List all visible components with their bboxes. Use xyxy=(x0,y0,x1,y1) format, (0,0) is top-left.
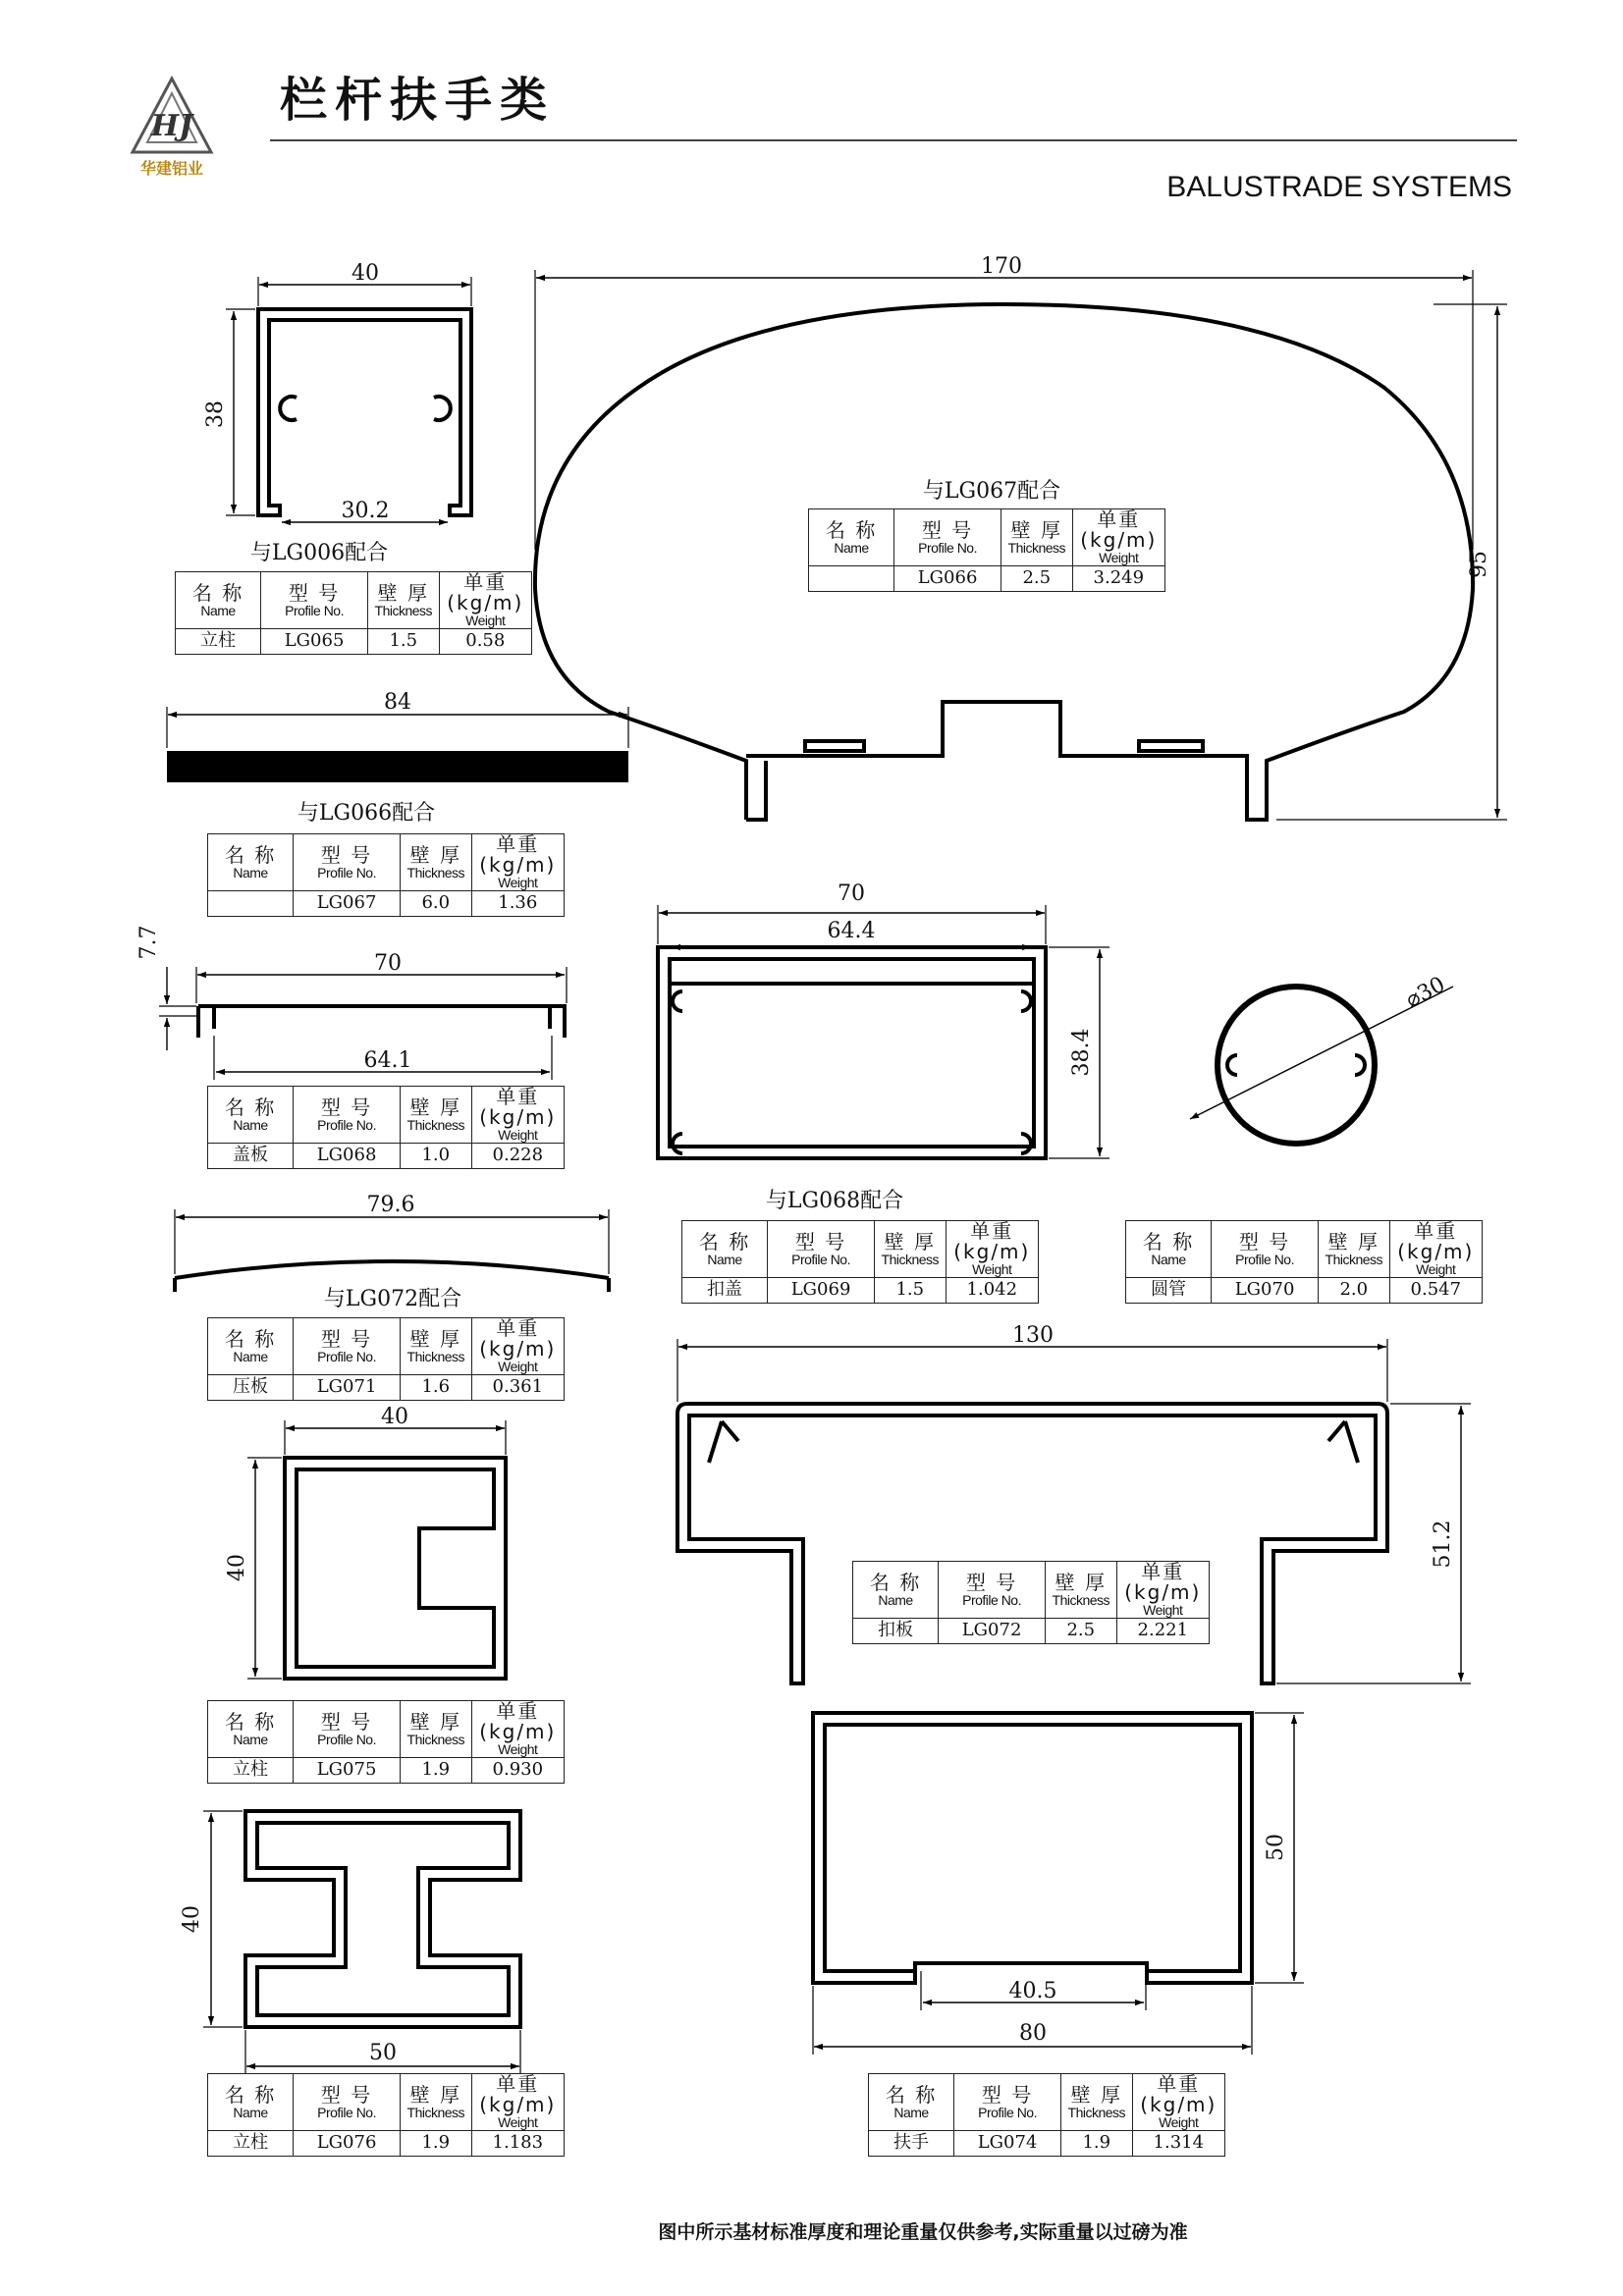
spec-header-cell xyxy=(176,572,261,629)
header-label-cn: 型 号 xyxy=(320,1326,373,1351)
spec-header-cell xyxy=(294,1318,401,1375)
lg072-height-label: 51.2 xyxy=(1431,1520,1455,1569)
header-label-en: Thickness xyxy=(406,1731,465,1747)
header-label-en: Profile No. xyxy=(317,1348,376,1364)
header-label-en: Thickness xyxy=(1325,1251,1383,1267)
lg070-thickness: 2.0 xyxy=(1319,1277,1390,1303)
lg065-weight: 0.58 xyxy=(439,628,531,654)
spec-header-cell xyxy=(368,572,440,629)
header-label-cn: 壁 厚 xyxy=(377,580,429,605)
header-label-cn: 壁 厚 xyxy=(409,1709,461,1734)
spec-table-lg074 xyxy=(868,2073,1225,2157)
lg065-note: 与LG006配合 xyxy=(249,541,389,565)
header-label-cn: 壁 厚 xyxy=(409,842,461,867)
page-subtitle: BALUSTRADE SYSTEMS xyxy=(1166,171,1512,203)
profile-lg067-drawing xyxy=(167,707,628,782)
header-label-en: Name xyxy=(878,1591,913,1608)
spec-table-lg069 xyxy=(681,1220,1039,1304)
spec-table-lg070 xyxy=(1125,1220,1483,1304)
lg075-weight: 0.930 xyxy=(471,1757,564,1783)
profile-lg071-drawing xyxy=(175,1209,609,1292)
profile-lg068-drawing xyxy=(159,967,567,1080)
header-label-en: Name xyxy=(233,1731,268,1747)
spec-header-cell xyxy=(1389,1221,1482,1278)
spec-header-cell xyxy=(401,1087,472,1144)
spec-header-cell xyxy=(471,1318,564,1375)
spec-header-cell xyxy=(1061,2074,1133,2131)
spec-table-lg065 xyxy=(175,571,532,655)
spec-table-lg067 xyxy=(207,833,565,917)
spec-header-cell xyxy=(401,1318,472,1375)
lg066-width-label: 170 xyxy=(981,254,1022,279)
header-label-cn: 名 称 xyxy=(224,2082,277,2107)
header-label-en: Profile No. xyxy=(962,1591,1021,1608)
header-label-en: Weight xyxy=(498,1359,538,1374)
header-label-cn: 型 号 xyxy=(794,1229,847,1254)
header-label-en: Profile No. xyxy=(285,602,344,618)
spec-header-cell xyxy=(401,834,472,891)
spec-header-cell xyxy=(294,1701,401,1758)
header-label-cn: 单重(kg/m) xyxy=(447,570,524,614)
logo-text: 华建铝业 xyxy=(139,159,204,178)
header-label-cn: 壁 厚 xyxy=(1327,1229,1380,1254)
lg075-thickness: 1.9 xyxy=(401,1757,472,1783)
lg074-weight: 1.314 xyxy=(1132,2130,1224,2156)
lg066-note: 与LG067配合 xyxy=(922,479,1061,504)
spec-header-cell xyxy=(1319,1221,1390,1278)
lg071-width-label: 79.6 xyxy=(366,1193,415,1217)
header-label-en: Thickness xyxy=(1052,1591,1110,1608)
lg071-name: 压板 xyxy=(208,1374,294,1400)
header-label-cn: 单重(kg/m) xyxy=(479,1085,557,1129)
header-label-en: Name xyxy=(834,539,869,556)
lg065-height-label: 38 xyxy=(203,400,228,428)
lg065-width-label: 40 xyxy=(352,261,379,286)
lg066-weight: 3.249 xyxy=(1072,565,1164,591)
header-label-en: Weight xyxy=(498,875,538,890)
header-label-en: Profile No. xyxy=(978,2104,1037,2120)
header-label-en: Weight xyxy=(1159,2114,1199,2130)
header-label-en: Thickness xyxy=(406,1116,465,1133)
lg066-profile: LG066 xyxy=(894,565,1001,591)
header-label-cn: 壁 厚 xyxy=(1055,1570,1107,1594)
header-label-cn: 单重(kg/m) xyxy=(1397,1219,1475,1263)
lg068-thickness: 1.0 xyxy=(401,1143,472,1168)
header-label-en: Name xyxy=(200,602,236,618)
lg069-profile: LG069 xyxy=(768,1277,875,1303)
header-label-en: Weight xyxy=(972,1261,1012,1277)
header-label-cn: 名 称 xyxy=(698,1229,751,1254)
spec-header-cell xyxy=(401,1701,472,1758)
spec-header-cell xyxy=(261,572,368,629)
lg072-name: 扣板 xyxy=(853,1618,939,1643)
header-label-cn: 名 称 xyxy=(825,517,878,542)
header-label-en: Thickness xyxy=(406,1348,465,1364)
header-label-cn: 单重(kg/m) xyxy=(479,832,557,877)
spec-header-cell xyxy=(401,2074,472,2131)
lg069-inner-label: 64.4 xyxy=(827,919,876,943)
page-title: 栏杆扶手类 xyxy=(280,73,556,128)
header-label-cn: 壁 厚 xyxy=(409,1095,461,1119)
header-label-cn: 名 称 xyxy=(885,2082,938,2107)
lg075-width-label: 40 xyxy=(381,1405,408,1429)
header-label-en: Thickness xyxy=(406,864,465,881)
lg070-profile: LG070 xyxy=(1212,1277,1319,1303)
header-label-cn: 壁 厚 xyxy=(1010,517,1062,542)
spec-header-cell xyxy=(875,1221,947,1278)
lg072-profile: LG072 xyxy=(939,1618,1046,1643)
header-label-cn: 壁 厚 xyxy=(884,1229,936,1254)
lg068-inner-label: 64.1 xyxy=(363,1048,412,1073)
spec-header-cell xyxy=(471,834,564,891)
spec-header-cell xyxy=(853,1562,939,1619)
lg068-name: 盖板 xyxy=(208,1143,294,1168)
header-label-cn: 型 号 xyxy=(288,580,341,605)
spec-header-cell xyxy=(439,572,531,629)
header-label-en: Name xyxy=(233,2104,268,2120)
header-label-cn: 型 号 xyxy=(320,842,373,867)
header-label-cn: 单重(kg/m) xyxy=(1080,507,1158,552)
lg067-name xyxy=(208,890,294,916)
lg072-thickness: 2.5 xyxy=(1046,1618,1117,1643)
lg075-height-label: 40 xyxy=(225,1554,249,1581)
spec-header-cell xyxy=(1046,1562,1117,1619)
lg069-weight: 1.042 xyxy=(946,1277,1038,1303)
header-label-en: Name xyxy=(893,2104,929,2120)
header-label-cn: 型 号 xyxy=(981,2082,1034,2107)
header-label-en: Profile No. xyxy=(317,2104,376,2120)
lg071-note: 与LG072配合 xyxy=(323,1287,462,1311)
header-label-en: Name xyxy=(233,864,268,881)
lg069-name: 扣盖 xyxy=(682,1277,768,1303)
spec-header-cell xyxy=(1001,509,1073,566)
header-label-en: Thickness xyxy=(1067,2104,1126,2120)
header-label-en: Name xyxy=(1151,1251,1186,1267)
header-label-cn: 单重(kg/m) xyxy=(479,1699,557,1743)
lg065-slot-label: 30.2 xyxy=(341,499,390,523)
header-label-cn: 单重(kg/m) xyxy=(1140,2072,1217,2116)
spec-header-cell xyxy=(294,1087,401,1144)
lg069-note: 与LG068配合 xyxy=(765,1189,904,1213)
header-label-cn: 壁 厚 xyxy=(409,2082,461,2107)
spec-header-cell xyxy=(294,834,401,891)
header-label-en: Profile No. xyxy=(317,1116,376,1133)
header-label-cn: 单重(kg/m) xyxy=(479,1316,557,1361)
footer-note: 图中所示基材标准厚度和理论重量仅供参考,实际重量以过磅为准 xyxy=(658,2221,1188,2243)
header-label-en: Profile No. xyxy=(918,539,977,556)
header-label-cn: 型 号 xyxy=(320,1095,373,1119)
spec-header-cell xyxy=(471,1087,564,1144)
lg067-width-label: 84 xyxy=(384,690,411,715)
lg069-width-label: 70 xyxy=(838,881,865,906)
lg074-slot-label: 40.5 xyxy=(1008,1979,1057,2003)
spec-header-cell xyxy=(682,1221,768,1278)
spec-table-lg066 xyxy=(808,508,1165,592)
lg070-diameter-label: ⌀30 xyxy=(1401,972,1450,1013)
lg075-name: 立柱 xyxy=(208,1757,294,1783)
lg074-width-label: 80 xyxy=(1019,2021,1047,2046)
profile-lg065-drawing xyxy=(226,277,471,522)
lg074-name: 扶手 xyxy=(869,2130,954,2156)
lg067-thickness: 6.0 xyxy=(401,890,472,916)
spec-header-cell xyxy=(1212,1221,1319,1278)
spec-table-lg076 xyxy=(207,2073,565,2157)
header-label-en: Profile No. xyxy=(317,1731,376,1747)
header-label-en: Thickness xyxy=(881,1251,940,1267)
header-label-en: Weight xyxy=(498,1127,538,1143)
spec-header-cell xyxy=(208,1701,294,1758)
spec-header-cell xyxy=(1126,1221,1212,1278)
spec-header-cell xyxy=(1116,1562,1209,1619)
header-label-en: Weight xyxy=(465,613,506,628)
header-label-cn: 单重(kg/m) xyxy=(479,2072,557,2116)
spec-header-cell xyxy=(894,509,1001,566)
header-label-cn: 壁 厚 xyxy=(1070,2082,1122,2107)
lg075-profile: LG075 xyxy=(294,1757,401,1783)
header-label-en: Weight xyxy=(1416,1261,1456,1277)
header-label-cn: 型 号 xyxy=(965,1570,1018,1594)
lg070-name: 圆管 xyxy=(1126,1277,1212,1303)
spec-header-cell xyxy=(471,2074,564,2131)
spec-header-cell xyxy=(294,2074,401,2131)
spec-header-cell xyxy=(471,1701,564,1758)
header-label-en: Weight xyxy=(498,2114,538,2130)
spec-header-cell xyxy=(869,2074,954,2131)
lg067-note: 与LG066配合 xyxy=(297,801,436,826)
lg067-profile: LG067 xyxy=(294,890,401,916)
lg068-weight: 0.228 xyxy=(471,1143,564,1168)
header-label-cn: 单重(kg/m) xyxy=(1124,1560,1202,1604)
lg065-profile: LG065 xyxy=(261,628,368,654)
lg071-weight: 0.361 xyxy=(471,1374,564,1400)
header-label-cn: 名 称 xyxy=(224,1326,277,1351)
header-label-en: Thickness xyxy=(406,2104,465,2120)
lg072-weight: 2.221 xyxy=(1116,1618,1209,1643)
header-label-cn: 名 称 xyxy=(224,1095,277,1119)
lg076-weight: 1.183 xyxy=(471,2130,564,2156)
lg069-thickness: 1.5 xyxy=(875,1277,947,1303)
profile-lg074-drawing xyxy=(813,1713,1304,2055)
header-label-en: Name xyxy=(233,1116,268,1133)
lg068-width-label: 70 xyxy=(374,951,402,976)
header-label-cn: 型 号 xyxy=(1238,1229,1291,1254)
lg068-height-label: 7.7 xyxy=(136,925,161,960)
spec-table-lg071 xyxy=(207,1317,565,1401)
header-label-cn: 型 号 xyxy=(320,1709,373,1734)
lg074-profile: LG074 xyxy=(954,2130,1061,2156)
header-label-en: Profile No. xyxy=(791,1251,850,1267)
spec-table-lg075 xyxy=(207,1700,565,1784)
company-logo xyxy=(133,79,211,178)
lg071-thickness: 1.6 xyxy=(401,1374,472,1400)
header-label-cn: 壁 厚 xyxy=(409,1326,461,1351)
lg071-profile: LG071 xyxy=(294,1374,401,1400)
spec-header-cell xyxy=(208,834,294,891)
lg074-thickness: 1.9 xyxy=(1061,2130,1133,2156)
header-label-en: Profile No. xyxy=(317,864,376,881)
spec-table-lg072 xyxy=(852,1561,1210,1644)
lg068-profile: LG068 xyxy=(294,1143,401,1168)
lg065-thickness: 1.5 xyxy=(368,628,440,654)
header-label-en: Name xyxy=(233,1348,268,1364)
header-label-cn: 名 称 xyxy=(869,1570,922,1594)
profile-lg076-drawing xyxy=(203,1811,520,2074)
header-label-cn: 名 称 xyxy=(224,842,277,867)
lg070-weight: 0.547 xyxy=(1389,1277,1482,1303)
profile-lg069-drawing xyxy=(658,905,1109,1158)
lg066-height-label: 95 xyxy=(1467,551,1491,578)
header-label-en: Weight xyxy=(1099,550,1139,565)
header-label-cn: 单重(kg/m) xyxy=(953,1219,1031,1263)
header-label-cn: 名 称 xyxy=(1142,1229,1195,1254)
header-label-en: Name xyxy=(707,1251,742,1267)
lg076-name: 立柱 xyxy=(208,2130,294,2156)
profile-lg075-drawing xyxy=(247,1420,506,1679)
lg076-thickness: 1.9 xyxy=(401,2130,472,2156)
header-label-en: Profile No. xyxy=(1235,1251,1294,1267)
lg066-thickness: 2.5 xyxy=(1001,565,1073,591)
lg076-height-label: 40 xyxy=(180,1905,204,1933)
lg074-height-label: 50 xyxy=(1264,1834,1288,1861)
spec-header-cell xyxy=(768,1221,875,1278)
spec-header-cell xyxy=(946,1221,1038,1278)
spec-table-lg068 xyxy=(207,1086,565,1169)
lg066-name xyxy=(809,565,894,591)
spec-header-cell xyxy=(208,1087,294,1144)
header-label-en: Weight xyxy=(1143,1602,1183,1618)
spec-header-cell xyxy=(809,509,894,566)
lg067-weight: 1.36 xyxy=(471,890,564,916)
lg072-width-label: 130 xyxy=(1012,1323,1054,1348)
header-label-en: Weight xyxy=(498,1741,538,1757)
lg069-height-label: 38.4 xyxy=(1069,1028,1094,1077)
spec-header-cell xyxy=(954,2074,1061,2131)
header-label-en: Thickness xyxy=(374,602,433,618)
spec-header-cell xyxy=(208,1318,294,1375)
spec-header-cell xyxy=(1072,509,1164,566)
spec-header-cell xyxy=(939,1562,1046,1619)
header-label-cn: 名 称 xyxy=(191,580,244,605)
header-label-cn: 型 号 xyxy=(921,517,974,542)
header-label-cn: 名 称 xyxy=(224,1709,277,1734)
header-label-en: Thickness xyxy=(1007,539,1066,556)
lg076-profile: LG076 xyxy=(294,2130,401,2156)
header-label-cn: 型 号 xyxy=(320,2082,373,2107)
spec-header-cell xyxy=(208,2074,294,2131)
logo-mark: HJ xyxy=(150,109,193,143)
lg076-width-label: 50 xyxy=(369,2041,397,2065)
lg065-name: 立柱 xyxy=(176,628,261,654)
spec-header-cell xyxy=(1132,2074,1224,2131)
